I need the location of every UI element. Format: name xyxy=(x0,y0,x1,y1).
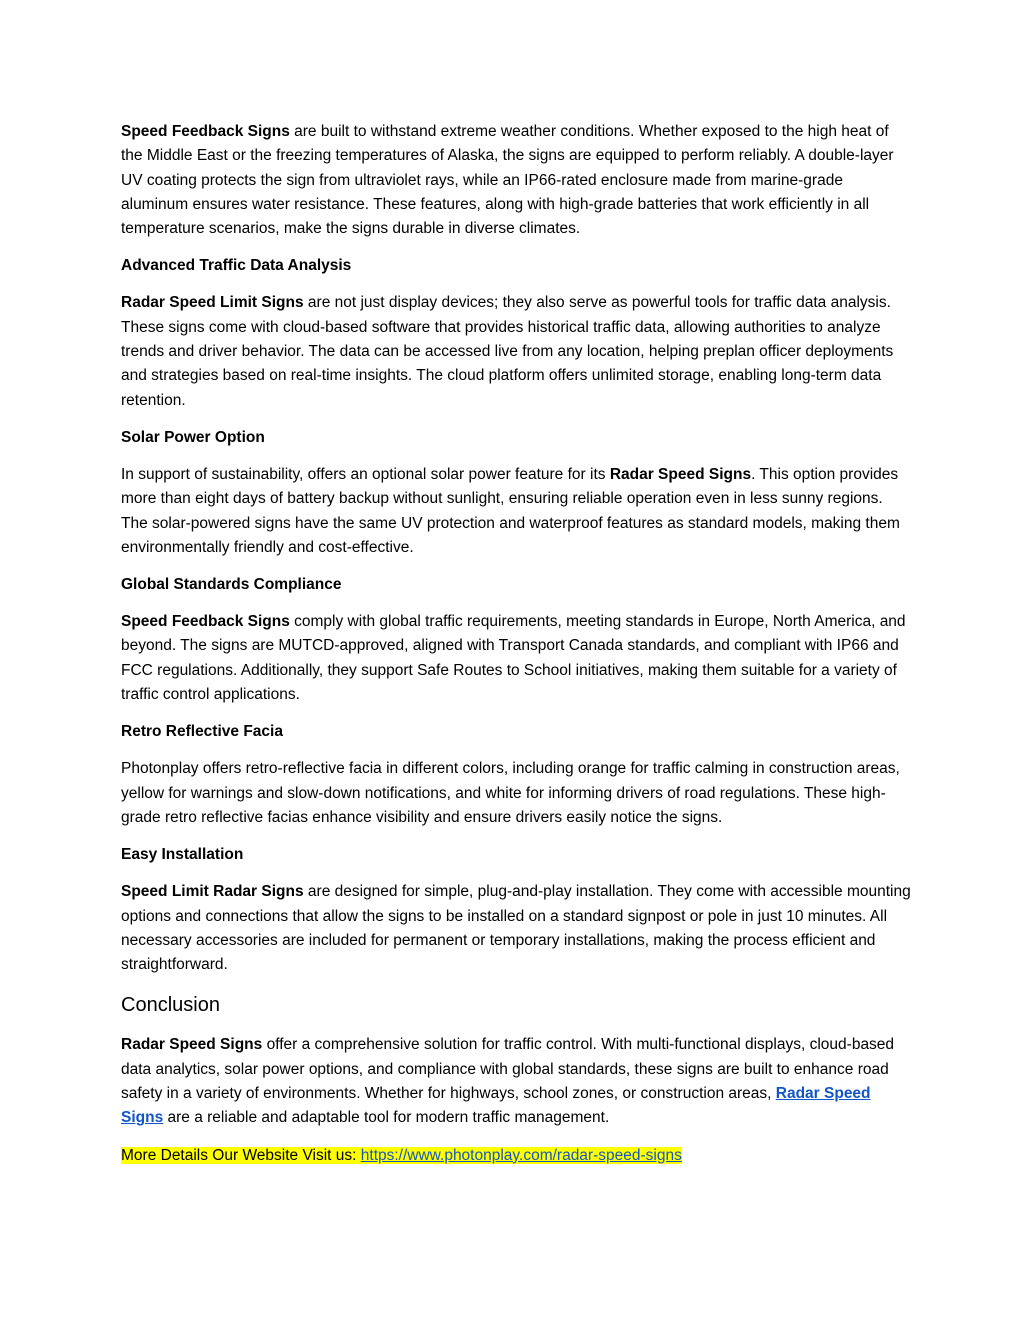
heading-retro-reflective: Retro Reflective Facia xyxy=(121,723,283,741)
paragraph-easy-installation xyxy=(121,880,911,977)
heading-solar-power: Solar Power Option xyxy=(121,428,265,446)
paragraph-global-standards xyxy=(121,610,911,707)
paragraph-text: comply with global traffic requirements, meeting standards in Europe, North America, and beyond. The signs are MUTCD-approved, aligned with Transport Canada standards, and compliant with IP66 and FCC regulations. Additionally, they support Safe Routes to School initiatives, making them suitable for a variety of traffic control applications. xyxy=(121,613,906,704)
keyword-speed-limit-radar-signs: Speed Limit Radar Signs xyxy=(121,883,304,901)
document-page xyxy=(121,120,911,1181)
keyword-radar-speed-signs: Radar Speed Signs xyxy=(121,1036,263,1054)
footer-line xyxy=(121,1144,911,1168)
keyword-radar-speed-limit-signs: Radar Speed Limit Signs xyxy=(121,294,304,312)
heading-traffic-data: Advanced Traffic Data Analysis xyxy=(121,257,352,275)
footer-highlight xyxy=(121,1147,682,1164)
paragraph-traffic-data xyxy=(121,291,911,412)
paragraph-retro-reflective: Photonplay offers retro-reflective facia in different colors, including orange for traffic calming in construction areas, yellow for warnings and slow-down notifications, and white for informing drivers of road regulations. These high-grade retro reflective facias enhance visibility and ensure drivers easily notice the signs. xyxy=(121,760,900,826)
website-link[interactable]: https://www.photonplay.com/radar-speed-signs xyxy=(360,1146,682,1164)
paragraph-text: are not just display devices; they also serve as powerful tools for traffic data analysis. These signs come with cloud-based software that provides historical traffic data, allowing authorities to analyze trends and driver behavior. The data can be accessed live from any location, helping preplan officer deployments and strategies based on real-time insights. The cloud platform offers unlimited storage, enabling long-term data retention. xyxy=(121,294,894,409)
keyword-speed-feedback-signs: Speed Feedback Signs xyxy=(121,613,290,631)
keyword-speed-feedback-signs: Speed Feedback Signs xyxy=(121,123,290,140)
footer-label: More Details Our Website Visit us: xyxy=(121,1146,361,1164)
paragraph-text: offer a comprehensive solution for traffic control. With multi-functional displays, cloud-based data analytics, solar power options, and compliance with global standards, these signs are built to enhance road safety in a variety of environments. Whether for highways, school zones, or construction areas, xyxy=(121,1036,895,1103)
paragraph-conclusion xyxy=(121,1033,911,1130)
paragraph-solar-power xyxy=(121,463,911,560)
paragraph-text: In support of sustainability, offers an optional solar power feature for its xyxy=(121,465,610,483)
paragraph-text: are built to withstand extreme weather conditions. Whether exposed to the high heat of the Middle East or the freezing temperatures of Alaska, the signs are equipped to perform reliably. A double-layer UV coating protects the sign from ultraviolet rays, while an IP66-rated enclosure made from marine-grade aluminum ensures water resistance. These features, along with high-grade batteries that work efficiently in all temperature scenarios, make the signs durable in diverse climates. xyxy=(121,123,894,238)
heading-global-standards: Global Standards Compliance xyxy=(121,576,342,594)
heading-easy-installation: Easy Installation xyxy=(121,846,244,864)
paragraph-text: are a reliable and adaptable tool for modern traffic management. xyxy=(163,1109,610,1127)
radar-speed-signs-link[interactable]: Radar Speed Signs xyxy=(121,1085,871,1127)
paragraph-text: are designed for simple, plug-and-play installation. They come with accessible mounting options and connections that allow the signs to be installed on a standard signpost or pole in just 10 minutes. All necessary accessories are included for permanent or temporary installations, making the process efficient and straightforward. xyxy=(121,883,911,974)
paragraph-text: . This option provides more than eight days of battery backup without sunlight, ensuring reliable operation even in less sunny regions. The solar-powered signs have the same UV protection and waterproof features as standard models, making them environmentally friendly and cost-effective. xyxy=(121,465,900,556)
heading-conclusion: Conclusion xyxy=(121,994,220,1017)
paragraph-weather xyxy=(121,120,911,241)
keyword-radar-speed-signs: Radar Speed Signs xyxy=(609,465,752,483)
